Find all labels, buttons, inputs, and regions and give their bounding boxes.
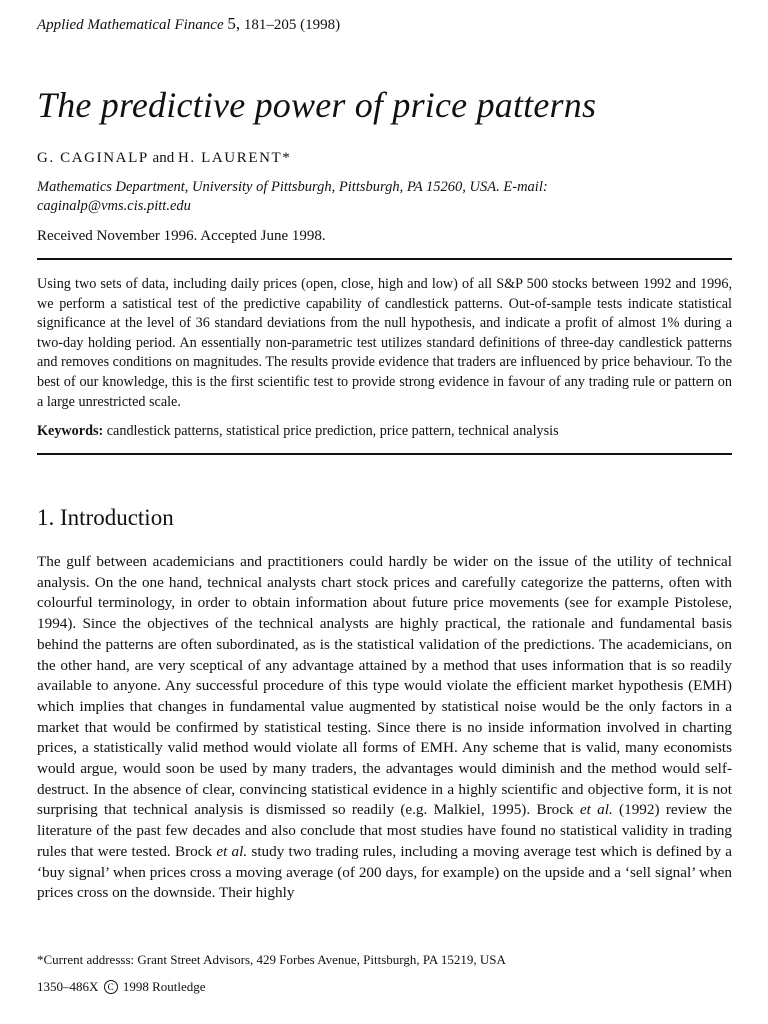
- introduction-paragraph: [37, 552, 732, 904]
- issn: 1350–486X: [37, 979, 99, 994]
- author-laurent: H. LAURENT*: [177, 150, 292, 166]
- intro-text-part1: The gulf between academicians and practitioners could hardly be wider on the issue of the utility of technical analysis. On the one hand, technical analysts chart stock prices and carefully categorize the patterns, often with colourful terminology, in order to obtain information about future price movements (see for example Pistolese, 1994). Since the objectives of the technical analysts are highly practical, the rationale and fundamental basis behind the patterns are often subordinated, as is the statistical validation of the predictions. The academicians, on the other hand, are very sceptical of any advantage attained by a method that uses information that is so readily available to anyone. Any successful procedure of this type would violate the efficient market hypothesis (EMH) which implies that changes in fundamental value augmented by statistical noise would be the only factors in a market that would be confirmed by statistical testing. Since there is no inside information involved in charting prices, a statistically valid method would violate all forms of EMH. Any scheme that is valid, many economists would argue, would soon be used by many traders, the advantages would diminish and the method would self-destruct. In the absence of clear, convincing statistical evidence in a highly scientific and objective form, it is not surprising that technical analysis is dismissed so readily (e.g. Malkiel, 1995). Brock: [37, 553, 732, 819]
- affiliation-email: caginalp@vms.cis.pitt.edu: [37, 198, 191, 214]
- copyright-holder: 1998 Routledge: [122, 979, 206, 994]
- abstract-bottom-rule: [37, 453, 732, 455]
- author-line: [37, 150, 291, 167]
- received-accepted-dates: Received November 1996. Accepted June 1998.: [37, 228, 326, 244]
- intro-text-part2: (1992) review the literature of the past few decades and also conclude that most studies have found no statistical validity in trading rules that were tested. Brock: [37, 801, 732, 860]
- author-conjunction: and: [152, 150, 175, 166]
- et-al-1: et al.: [579, 801, 613, 819]
- abstract-text: Using two sets of data, including daily prices (open, close, high and low) of all S&P 500 stocks between 1992 and 1996, we perform a satistical test of the predictive capability of candlestick patterns. Out-of-sample tests indicate statistical significance at the level of 36 standard deviations from the null hypothesis, and indicate a profit of almost 1% during a two-day holding period. An essentially non-parametric test utilizes standard definitions of three-day candlestick patterns and removes conditions on magnitudes. The results provide evidence that traders are influenced by price behaviour. To the best of our knowledge, this is the first scientific test to provide strong evidence in favour of any trading rule or pattern on a large unrestricted scale.: [37, 276, 732, 410]
- journal-name: Applied Mathematical Finance: [37, 17, 224, 33]
- affiliation-address: Mathematics Department, University of Pittsburgh, Pittsburgh, PA 15260, USA. E-mail:: [37, 179, 548, 195]
- copyright-icon: C: [104, 980, 118, 994]
- intro-text-part3: study two trading rules, including a moving average test which is defined by a ‘buy signal’ when prices cross a moving average (of 200 days, for example) on the upside and a ‘sell signal’ when prices cross on the downside. Their highly: [37, 842, 733, 902]
- journal-volume: 5,: [227, 14, 241, 33]
- affiliation: [37, 178, 732, 216]
- footnote-current-address: *Current addresss: Grant Street Advisors, 429 Forbes Avenue, Pittsburgh, PA 15219, USA: [37, 952, 506, 967]
- keywords-label: Keywords:: [37, 423, 104, 439]
- copyright-line: [37, 979, 206, 995]
- section-heading-introduction: 1. Introduction: [37, 505, 174, 530]
- journal-citation: [37, 14, 340, 34]
- keywords-list: candlestick patterns, statistical price prediction, price pattern, technical analysis: [106, 423, 559, 439]
- author-caginalp: G. CAGINALP: [37, 150, 149, 166]
- et-al-2: et al.: [216, 842, 248, 860]
- journal-pages-year: 181–205 (1998): [243, 17, 341, 33]
- abstract-top-rule: [37, 258, 732, 260]
- keywords-line: [37, 423, 559, 440]
- article-title: The predictive power of price patterns: [37, 85, 597, 125]
